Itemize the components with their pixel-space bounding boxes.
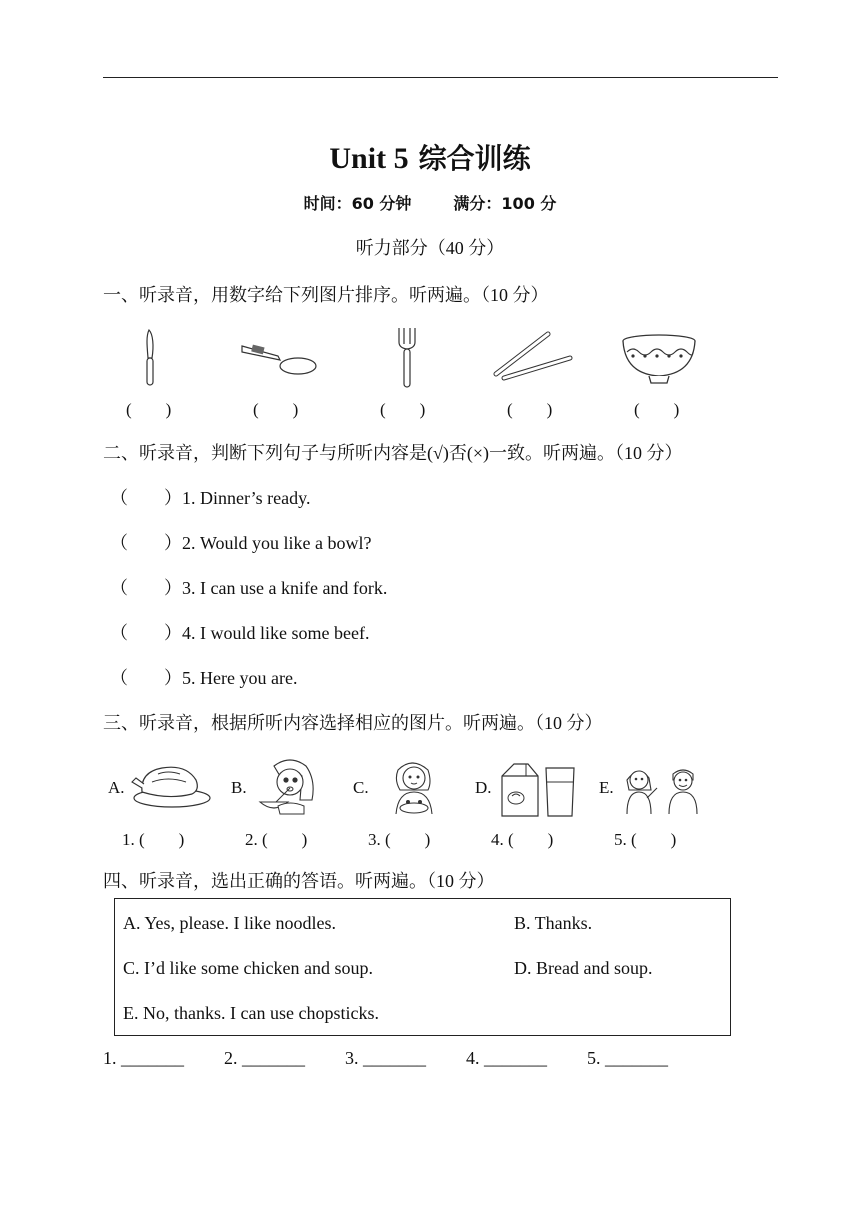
section1-answer-2[interactable]: ( ): [253, 400, 299, 419]
top-rule: [103, 77, 778, 78]
section2-heading: 二、听录音，判断下列句子与所听内容是(√)否(×)一致。听两遍。（10 分）: [103, 443, 683, 463]
section4-blank-2[interactable]: 2. _______: [224, 1048, 305, 1068]
title-chinese: 综合训练: [418, 142, 531, 175]
picture-letter-a: A.: [108, 778, 125, 797]
part-heading: 听力部分（40 分）: [355, 238, 505, 258]
exam-meta: [0, 191, 860, 214]
section4-blank-3[interactable]: 3. _______: [345, 1048, 426, 1068]
option-d: D. Bread and soup.: [514, 958, 653, 978]
section3-answer-3[interactable]: 3. ( ): [368, 830, 431, 849]
section1-answer-1[interactable]: ( ): [126, 400, 172, 419]
option-e: E. No, thanks. I can use chopsticks.: [123, 1003, 379, 1023]
exam-score: 满分：100 分: [453, 194, 557, 213]
option-c: C. I’d like some chicken and soup.: [123, 958, 373, 978]
picture-letter-d: D.: [475, 778, 492, 797]
woman-eating-icon: [384, 756, 444, 816]
picture-letter-b: B.: [231, 778, 247, 797]
picture-letter-c: C.: [353, 778, 369, 797]
section1-answer-3[interactable]: ( ): [380, 400, 426, 419]
exam-time: 时间：60 分钟: [303, 194, 412, 213]
section3-heading: 三、听录音，根据所听内容选择相应的图片。听两遍。（10 分）: [103, 713, 603, 733]
section1-heading: 一、听录音，用数字给下列图片排序。听两遍。（10 分）: [103, 285, 549, 305]
spoon-icon: [238, 336, 320, 378]
section3-answer-4[interactable]: 4. ( ): [491, 830, 554, 849]
section1-answer-4[interactable]: ( ): [507, 400, 553, 419]
milk-and-glass-icon: [498, 760, 580, 818]
section2-item-2[interactable]: （ ）2. Would you like a bowl?: [110, 533, 372, 553]
bowl-icon: [619, 332, 699, 386]
section2-item-4[interactable]: （ ）4. I would like some beef.: [110, 623, 370, 643]
section3-answer-5[interactable]: 5. ( ): [614, 830, 677, 849]
section3-answer-2[interactable]: 2. ( ): [245, 830, 308, 849]
section4-blank-1[interactable]: 1. _______: [103, 1048, 184, 1068]
option-b: B. Thanks.: [514, 913, 593, 933]
knife-icon: [138, 328, 162, 388]
picture-letter-e: E.: [599, 778, 614, 797]
section4-blank-4[interactable]: 4. _______: [466, 1048, 547, 1068]
section2-item-3[interactable]: （ ）3. I can use a knife and fork.: [110, 578, 388, 598]
girl-eating-noodles-icon: [256, 756, 320, 816]
section2-item-5[interactable]: （ ）5. Here you are.: [110, 668, 298, 688]
option-a: A. Yes, please. I like noodles.: [123, 913, 336, 933]
page-title: [0, 137, 860, 177]
fork-icon: [394, 326, 420, 390]
section2-item-1[interactable]: （ ）1. Dinner’s ready.: [110, 488, 311, 508]
two-children-icon: [621, 764, 703, 816]
section3-answer-1[interactable]: 1. ( ): [122, 830, 185, 849]
title-english: Unit 5: [329, 142, 409, 175]
roast-chicken-icon: [128, 758, 212, 810]
section1-answer-5[interactable]: ( ): [634, 400, 680, 419]
chopsticks-icon: [492, 330, 574, 382]
section4-heading: 四、听录音，选出正确的答语。听两遍。（10 分）: [103, 871, 495, 891]
section4-blank-5[interactable]: 5. _______: [587, 1048, 668, 1068]
